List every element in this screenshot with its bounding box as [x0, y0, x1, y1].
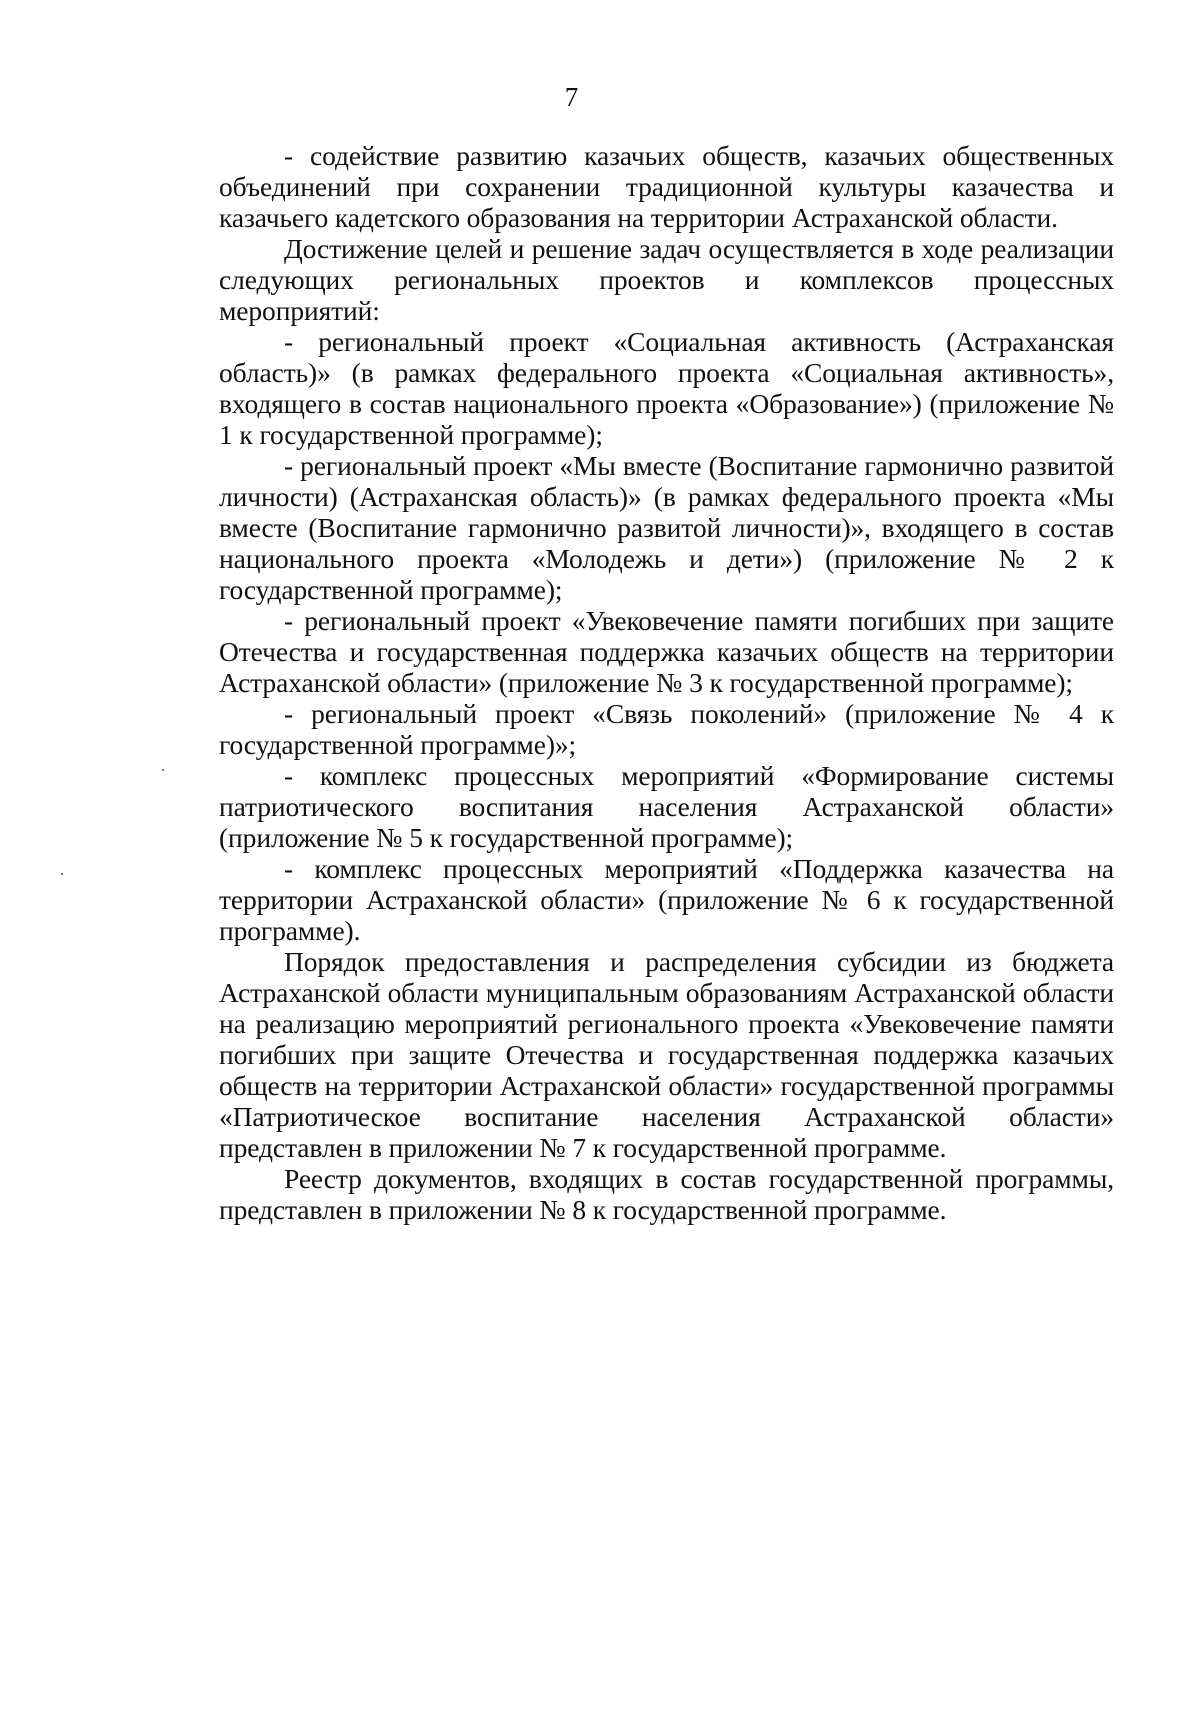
- document-body: [219, 140, 1114, 1225]
- scan-speck: [162, 769, 164, 771]
- paragraph-cossack-support: - содействие развитию казачьих обществ, казачьих общественных объединений при сохранении традиционной культуры казачества и казачьего кадетского образования на территории Астраханской области.: [219, 140, 1114, 233]
- paragraph-subsidy-procedure: Порядок предоставления и распределения субсидии из бюджета Астраханской области муниципальным образованиям Астраханской области на реализацию мероприятий регионального проекта «Увековечение памяти погибших при защите Отечества и государственная поддержка казачьих обществ на территории Астраханской области» государственной программы «Патриотическое воспитание населения Астраханской области» представлен в приложении № 7 к государственной программе.: [219, 946, 1114, 1163]
- paragraph-project-memory: - региональный проект «Увековечение памяти погибших при защите Отечества и государственная поддержка казачьих обществ на территории Астраханской области» (приложение № 3 к государственной программе);: [219, 605, 1114, 698]
- scan-speck: [61, 873, 63, 875]
- paragraph-goals-intro: Достижение целей и решение задач осуществляется в ходе реализации следующих региональных проектов и комплексов процессных мероприятий:: [219, 233, 1114, 326]
- page-number: 7: [564, 82, 579, 112]
- paragraph-project-together: - региональный проект «Мы вместе (Воспитание гармонично развитой личности) (Астраханская область)» (в рамках федерального проекта «Мы вместе (Воспитание гармонично развитой личности)», входящего в состав национального проекта «Молодежь и дети») (приложение № 2 к государственной программе);: [219, 450, 1114, 605]
- paragraph-project-generations: - региональный проект «Связь поколений» (приложение № 4 к государственной программе)»;: [219, 698, 1114, 760]
- paragraph-project-social-activity: - региональный проект «Социальная активность (Астраханская область)» (в рамках федерального проекта «Социальная активность», входящего в состав национального проекта «Образование») (приложение № 1 к государственной программе);: [219, 326, 1114, 450]
- paragraph-complex-cossacks: - комплекс процессных мероприятий «Поддержка казачества на территории Астраханской области» (приложение № 6 к государственной программе).: [219, 853, 1114, 946]
- paragraph-document-registry: Реестр документов, входящих в состав государственной программы, представлен в приложении № 8 к государственной программе.: [219, 1163, 1114, 1225]
- paragraph-complex-patriotic: - комплекс процессных мероприятий «Формирование системы патриотического воспитания населения Астраханской области» (приложение № 5 к государственной программе);: [219, 760, 1114, 853]
